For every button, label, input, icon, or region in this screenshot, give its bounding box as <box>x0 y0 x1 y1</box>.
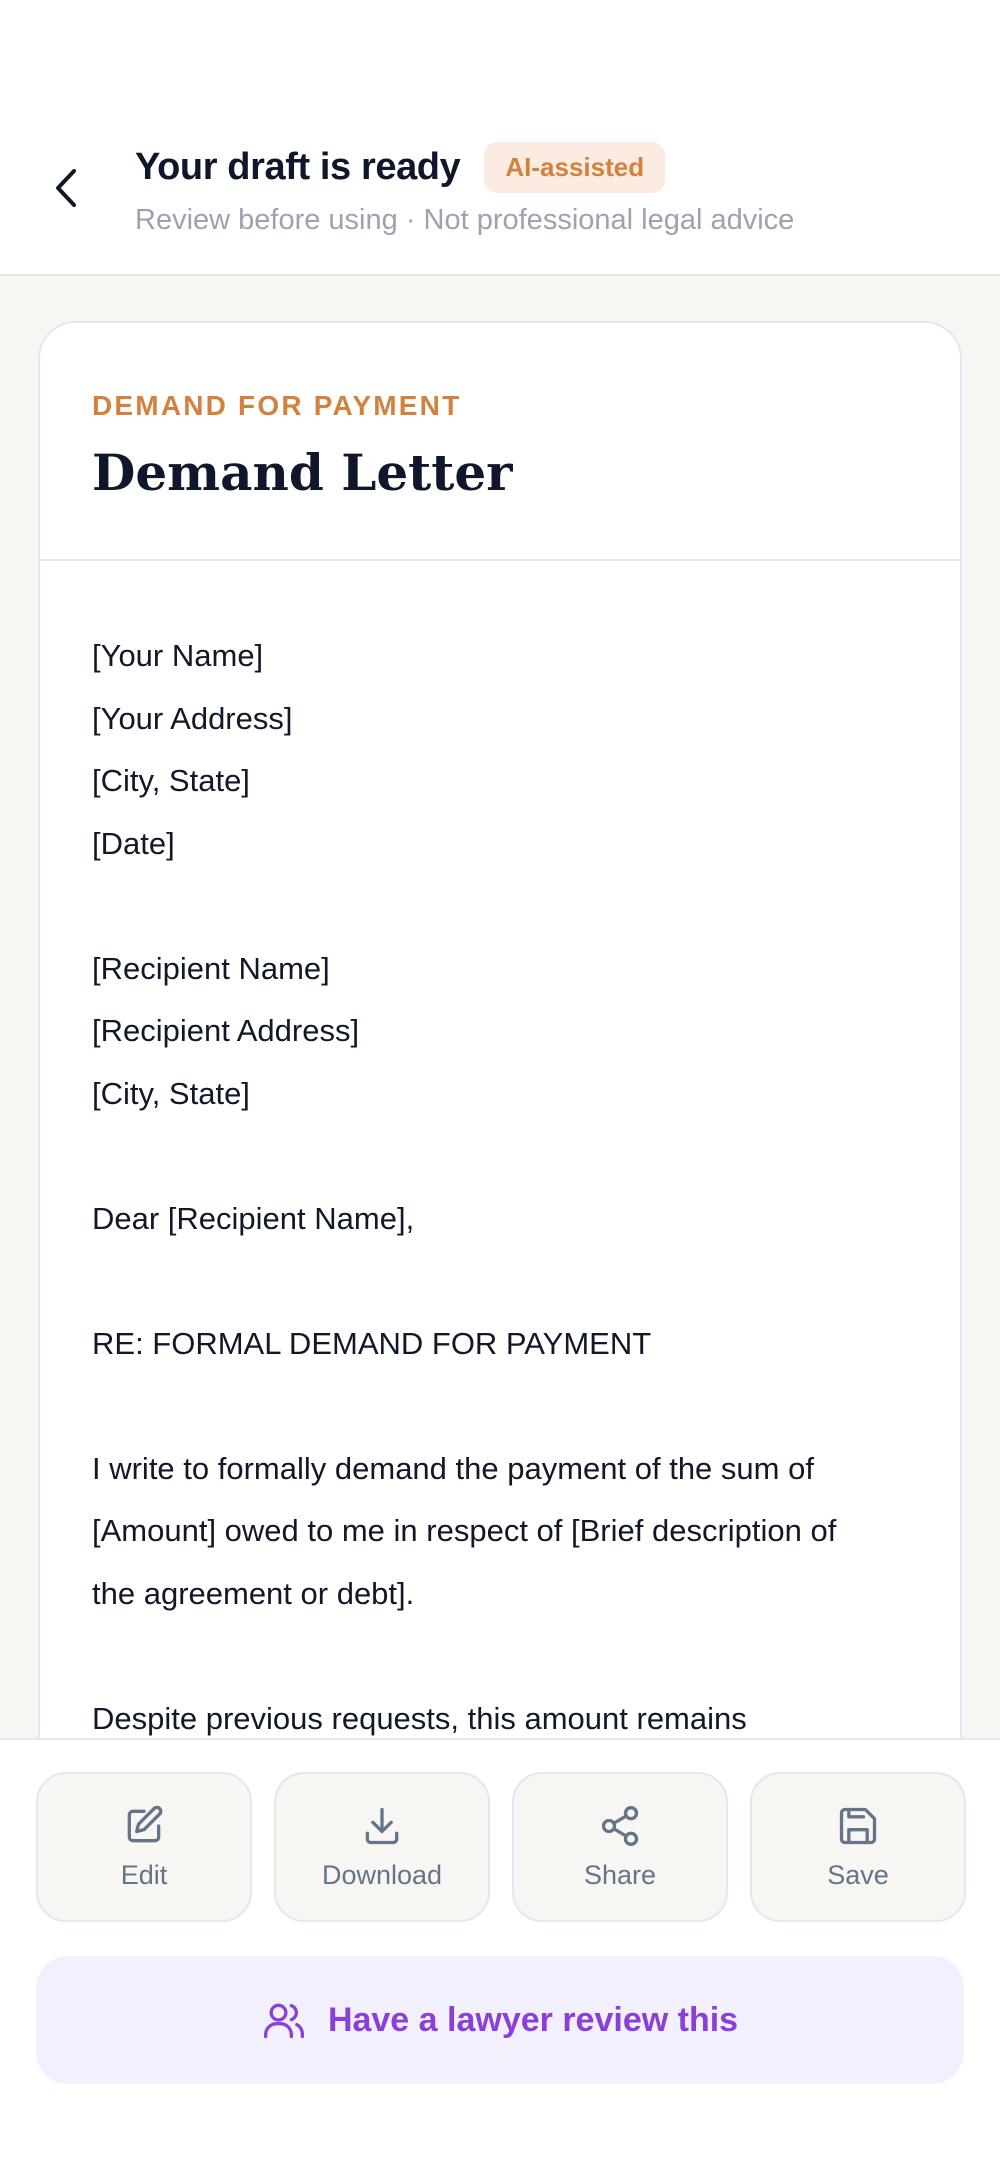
document-card <box>38 321 962 1738</box>
document-line: [City, State] <box>92 763 250 798</box>
title-row <box>135 142 665 193</box>
chevron-left-icon <box>52 167 80 209</box>
document-line <box>92 1125 922 1188</box>
document-line: [Your Name] <box>92 638 264 673</box>
download-label: Download <box>321 1859 443 1890</box>
ai-assisted-badge: AI-assisted <box>484 142 665 193</box>
download-icon <box>360 1804 404 1848</box>
document-line: [Date] <box>92 825 175 861</box>
action-buttons <box>36 1772 966 1922</box>
lawyer-review-button[interactable] <box>36 1956 964 2084</box>
save-label: Save <box>827 1859 889 1890</box>
top-bar <box>0 0 1000 276</box>
document-body <box>92 625 922 1738</box>
document-line: [Your Address] <box>92 700 293 736</box>
action-bar <box>0 1738 1000 2178</box>
document-line <box>92 875 922 938</box>
document-line: Dear [Recipient Name], <box>92 1200 415 1236</box>
share-icon <box>598 1804 642 1848</box>
document-type-label: DEMAND FOR PAYMENT <box>92 390 462 421</box>
download-button[interactable] <box>274 1772 490 1922</box>
document-line: I write to formally demand the payment of the sum of <box>92 1450 814 1486</box>
save-icon <box>836 1804 880 1848</box>
document-line <box>92 1250 922 1313</box>
edit-button[interactable] <box>36 1772 252 1922</box>
document-line: [City, State] <box>92 1075 250 1111</box>
document-line: [Recipient Name] <box>92 950 330 986</box>
document-scroll-area[interactable] <box>0 276 1000 1738</box>
document-header <box>40 323 960 561</box>
document-line <box>92 1375 922 1438</box>
document-line: [Amount] owed to me in respect of [Brief description of <box>92 1513 837 1548</box>
back-button[interactable] <box>40 160 92 216</box>
page-title: Your draft is ready <box>135 146 461 188</box>
lawyer-review-label: Have a lawyer review this <box>327 2000 739 2039</box>
save-button[interactable] <box>750 1772 966 1922</box>
edit-icon <box>122 1804 166 1848</box>
document-line: Despite previous requests, this amount remains <box>92 1700 747 1736</box>
edit-label: Edit <box>120 1859 168 1890</box>
document-line: the agreement or debt]. <box>92 1575 415 1611</box>
document-line: [Recipient Address] <box>92 1013 360 1048</box>
share-button[interactable] <box>512 1772 728 1922</box>
document-line <box>92 1625 922 1688</box>
document-title: Demand Letter <box>92 443 513 502</box>
page-subtitle: Review before using · Not professional legal advice <box>135 204 795 236</box>
share-label: Share <box>583 1859 657 1890</box>
users-icon <box>262 1998 306 2042</box>
document-line: RE: FORMAL DEMAND FOR PAYMENT <box>92 1325 652 1361</box>
